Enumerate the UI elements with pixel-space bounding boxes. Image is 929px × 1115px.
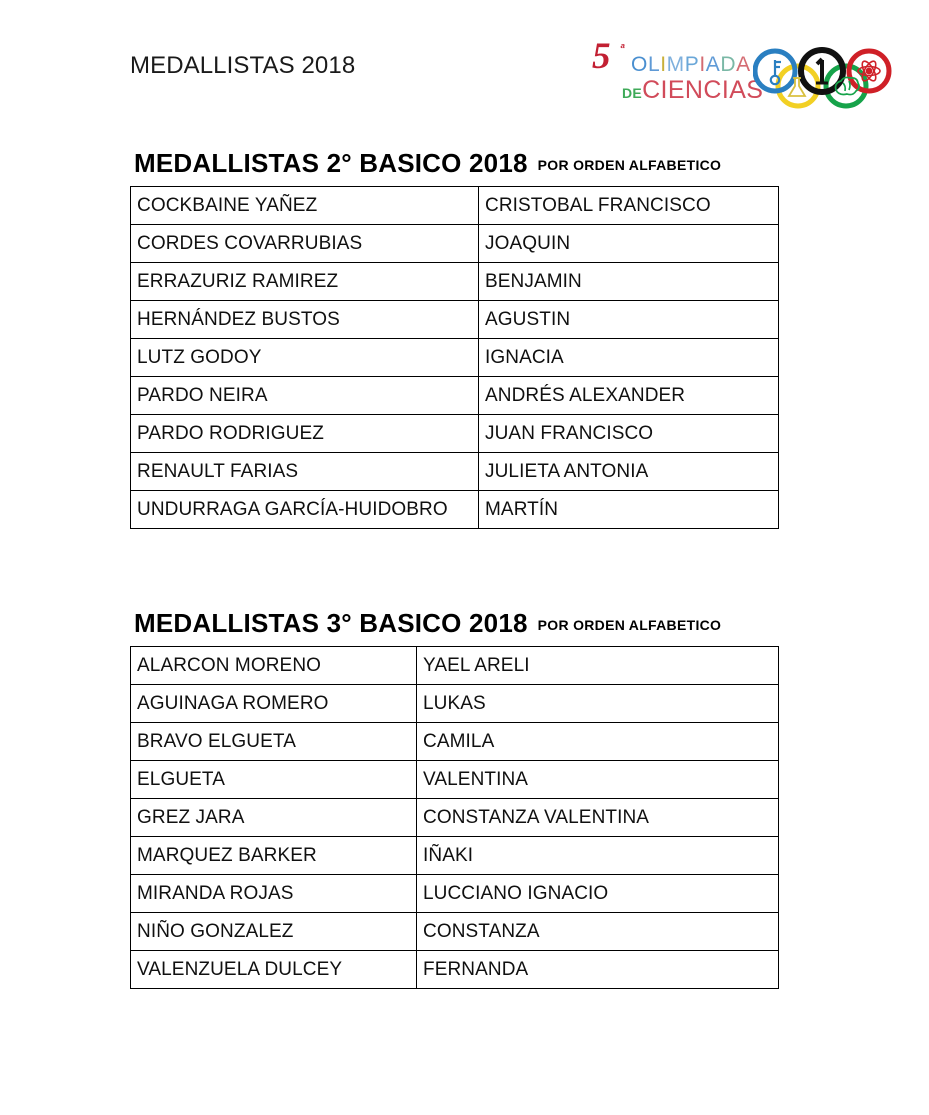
cell-last-name: LUTZ GODOY <box>131 339 479 377</box>
cell-first-name: VALENTINA <box>417 761 779 799</box>
table-row <box>131 837 779 875</box>
cell-last-name: ELGUETA <box>131 761 417 799</box>
logo-word-ciencias: CIENCIAS <box>642 76 764 104</box>
cell-last-name: AGUINAGA ROMERO <box>131 685 417 723</box>
section-heading-sub: POR ORDEN ALFABETICO <box>537 617 722 633</box>
cell-first-name: CRISTOBAL FRANCISCO <box>479 187 779 225</box>
table-row <box>131 875 779 913</box>
cell-last-name: PARDO NEIRA <box>131 377 479 415</box>
olimpiada-de-ciencias-logo <box>590 36 908 110</box>
logo-letter-I1: I <box>660 53 667 76</box>
section-heading <box>134 610 721 636</box>
cell-last-name: VALENZUELA DULCEY <box>131 951 417 989</box>
section-heading-main: MEDALLISTAS 2° BASICO 2018 <box>134 148 528 178</box>
section-heading-sub: POR ORDEN ALFABETICO <box>537 157 722 173</box>
cell-last-name: PARDO RODRIGUEZ <box>131 415 479 453</box>
cell-last-name: GREZ JARA <box>131 799 417 837</box>
cell-first-name: JUAN FRANCISCO <box>479 415 779 453</box>
cell-first-name: LUKAS <box>417 685 779 723</box>
section-heading-main: MEDALLISTAS 3° BASICO 2018 <box>134 608 528 638</box>
cell-first-name: FERNANDA <box>417 951 779 989</box>
table-row <box>131 799 779 837</box>
cell-last-name: MIRANDA ROJAS <box>131 875 417 913</box>
table-row <box>131 263 779 301</box>
cell-last-name: RENAULT FARIAS <box>131 453 479 491</box>
table-row <box>131 415 779 453</box>
table-row <box>131 685 779 723</box>
table-row <box>131 647 779 685</box>
table-body <box>131 647 779 989</box>
cell-last-name: NIÑO GONZALEZ <box>131 913 417 951</box>
cell-first-name: JOAQUIN <box>479 225 779 263</box>
logo-edition-number: 5 <box>592 36 611 77</box>
logo-letter-I2: I <box>699 53 706 76</box>
table-body <box>131 187 779 529</box>
logo-line-olimpiada <box>631 54 751 75</box>
logo-letter-A1: A <box>705 53 721 76</box>
cell-last-name: MARQUEZ BARKER <box>131 837 417 875</box>
page-header <box>0 0 929 125</box>
table-row <box>131 761 779 799</box>
table-row <box>131 301 779 339</box>
cell-last-name: HERNÁNDEZ BUSTOS <box>131 301 479 339</box>
logo-letter-D: D <box>720 53 737 76</box>
table-row <box>131 339 779 377</box>
cell-first-name: CONSTANZA <box>417 913 779 951</box>
logo-ordinal-mark: ª <box>620 41 625 55</box>
cell-first-name: JULIETA ANTONIA <box>479 453 779 491</box>
logo-letter-P: P <box>684 53 700 76</box>
cell-first-name: YAEL ARELI <box>417 647 779 685</box>
cell-last-name: ERRAZURIZ RAMIREZ <box>131 263 479 301</box>
table-row <box>131 913 779 951</box>
table-row <box>131 951 779 989</box>
cell-last-name: UNDURRAGA GARCÍA-HUIDOBRO <box>131 491 479 529</box>
medallistas-table-3-basico <box>130 646 779 989</box>
cell-first-name: LUCCIANO IGNACIO <box>417 875 779 913</box>
logo-line-de-ciencias <box>622 78 763 103</box>
cell-first-name: AGUSTIN <box>479 301 779 339</box>
medallistas-table-2-basico <box>130 186 779 529</box>
logo-wordmark <box>590 36 762 110</box>
cell-last-name: BRAVO ELGUETA <box>131 723 417 761</box>
table-row <box>131 187 779 225</box>
cell-last-name: COCKBAINE YAÑEZ <box>131 187 479 225</box>
logo-letter-O: O <box>631 53 648 76</box>
logo-word-de: DE <box>622 85 643 101</box>
cell-last-name: ALARCON MORENO <box>131 647 417 685</box>
logo-letter-A2: A <box>736 53 751 76</box>
table-row <box>131 723 779 761</box>
cell-first-name: CONSTANZA VALENTINA <box>417 799 779 837</box>
cell-first-name: MARTÍN <box>479 491 779 529</box>
table-row <box>131 377 779 415</box>
logo-letter-M: M <box>666 53 685 76</box>
cell-first-name: IÑAKI <box>417 837 779 875</box>
table-row <box>131 225 779 263</box>
section-heading <box>134 150 721 176</box>
cell-first-name: CAMILA <box>417 723 779 761</box>
thermometer-icon <box>771 60 781 84</box>
logo-letter-L: L <box>647 53 661 76</box>
table-row <box>131 491 779 529</box>
cell-last-name: CORDES COVARRUBIAS <box>131 225 479 263</box>
olympic-rings-icon <box>753 40 908 110</box>
cell-first-name: IGNACIA <box>479 339 779 377</box>
table-row <box>131 453 779 491</box>
cell-first-name: BENJAMIN <box>479 263 779 301</box>
page-title: MEDALLISTAS 2018 <box>130 52 356 79</box>
cell-first-name: ANDRÉS ALEXANDER <box>479 377 779 415</box>
